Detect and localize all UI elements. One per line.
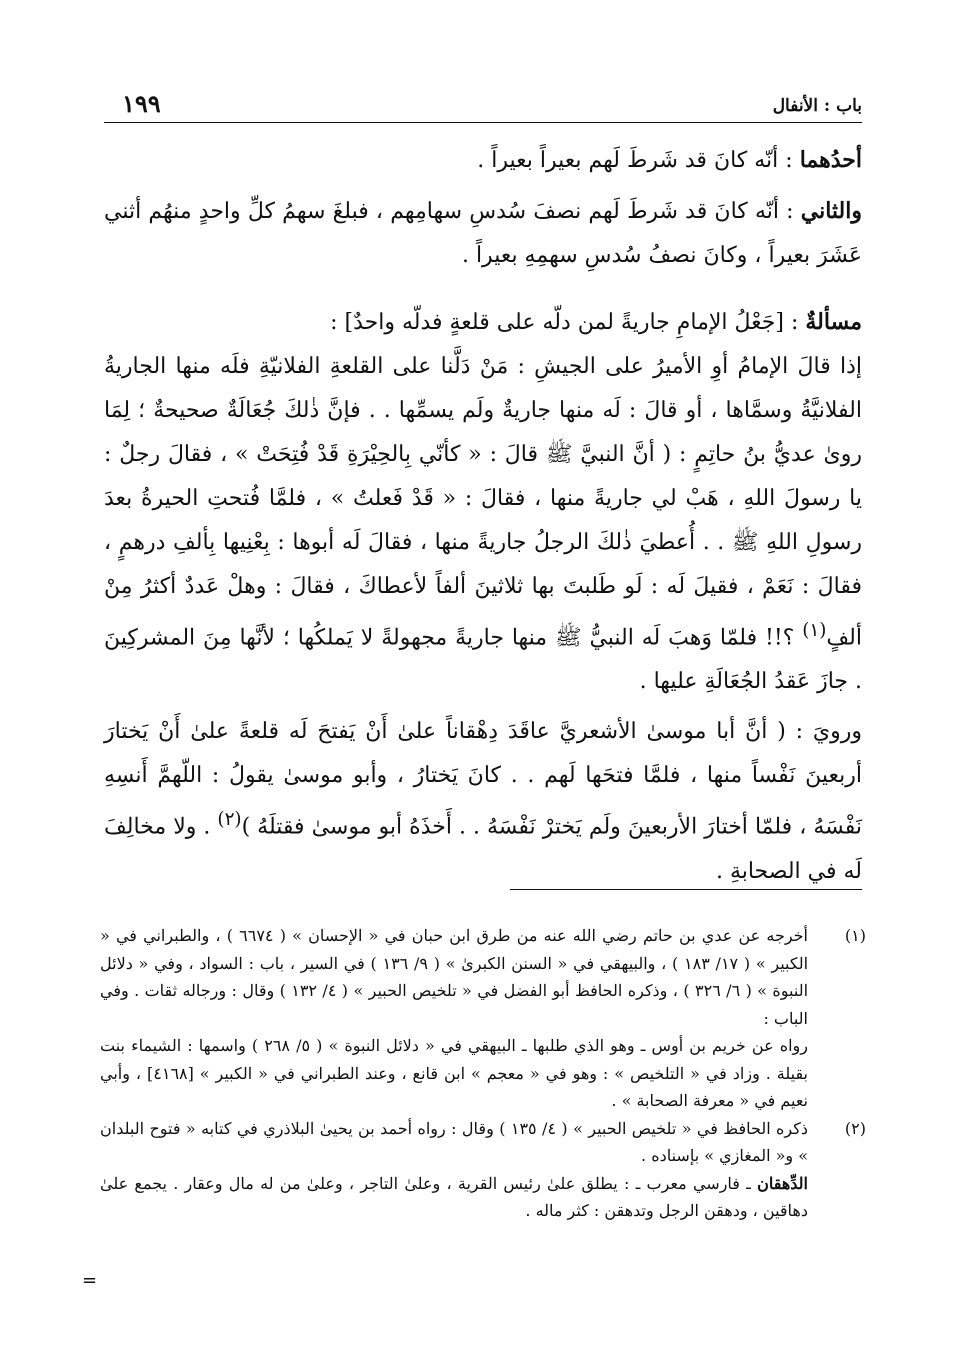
footnote-2 [100,1115,866,1225]
paragraph-first [104,138,862,183]
main-text [104,138,862,894]
footnotes [100,922,866,1225]
issue-heading [104,300,862,345]
issue-label: مسألةٌ [805,309,862,335]
glossary-definition: ـ فارسي معرب ـ : يطلق علىٰ رئيس القرية ، وعلىٰ التاجر ، وعلىٰ من له مال وعقار . يجمع علىٰ دهاقين ، ودهقن الرجل وتدهقن : كثر ماله . [100,1173,808,1220]
footnote-1 [100,922,866,1115]
first-text: : أنّه كانَ قد شَرطَ لَهم بعيراً بعيراً . [477,148,800,173]
ruling-text-cont: ؟!! فلمّا وَهبَ لَه النبيُّ ﷺ منها جاريةً مجهولةً لا يَملكُها ؛ لأنَّها مِنَ المشركِينَ . جازَ عَقدُ الجُعَالَةِ عليها . [104,625,862,695]
paragraph-narration [104,710,862,893]
first-label: أحدُهما [799,147,862,173]
footnote-ref-1[interactable]: (١) [802,620,827,641]
footnote-subtext: رواه عن خريم بن أوس ـ وهو الذي طلبها ـ البيهقي في « دلائل النبوة » ( ٥/ ٢٦٨ ) واسمها : الشيماء بنت بقيلة . وزاد في « التلخيص » : وهو في « معجم » ابن قانع ، وعند الطبراني في « الكبير » [٤١٦٨] ، وأبي نعيم في « معرفة الصحابة » . [100,1036,808,1110]
page-number: ١٩٩ [122,89,161,118]
footnote-text: ذكره الحافظ في « تلخيص الحبير » ( ٤/ ١٣٥ ) وقال : رواه أحمد بن يحيىٰ البلاذري في كتابه « فتوح البلدان » و« المغازي » بإسناده . [100,1118,808,1165]
second-label: والثاني [800,198,862,224]
footnote-text: أخرجه عن عدي بن حاتم رضي الله عنه من طرق ابن حبان في « الإحسان » ( ٦٦٧٤ ) ، والطبراني في « الكبير » ( ١٧/ ١٨٣ ) ، والبيهقي في « السنن الكبرىٰ » ( ٩/ ١٣٦ ) في السير ، باب : السواد ، وفي « دلائل النبوة » ( ٦/ ٣٢٦ ) ، وذكره الحافظ أبو الفضل في « تلخيص الحبير » ( ٤/ ١٣٢ ) وقال : ورجاله ثقات . وفي الباب : [100,926,809,1028]
footnote-ref-2[interactable]: (٢) [217,809,242,831]
margin-mark: = [82,1270,98,1291]
ruling-text: إذا قالَ الإمامُ أوِ الأميرُ على الجيشِ : مَنْ دَلَّنا على القلعةِ الفلانيّةِ فلَه منها الجاريةُ الفلانيَّةُ وسمَّاها ، أو قالَ : لَه منها جاريةٌ ولَم يسمِّها . . فإنَّ ذٰلكَ جُعَالَةٌ صحيحةٌ ؛ لِمَا روىٰ عديُّ بنُ حاتِمٍ : ( أنَّ النبيَّ ﷺ قالَ : « كأنّي بِالحِيْرَةِ قَدْ فُتِحَتْ » ، فقالَ رجلٌ : يا رسولَ اللهِ ، هَبْ لي جاريةً منها ، فقالَ : « قَدْ فَعلتُ » ، فلمَّا فُتحتِ الحيرةُ بعدَ رسولِ اللهِ ﷺ . . أُعطيَ ذٰلكَ الرجلُ جاريةً منها ، فقالَ لَه أبوها : بِعْنِيها بِألفِ درهمٍ ، فقالَ : نَعَمْ ، فقيلَ لَه : لَو طَلبتَ بها ثلاثينَ ألفاً لأعطاكَ ، فقالَ : وهلْ عَددٌ أكثرُ مِنْ ألفٍ [104,354,862,651]
footnote-subtext [100,1170,808,1225]
narration-text-cont: . ولا مخالِفَ لَه في الصحابةِ . [104,814,862,884]
issue-title: : [جَعْلُ الإمامِ جاريةً لمن دلّه على قلعةٍ فدلّه واحدٌ] : [330,310,806,335]
second-text: : أنّه كانَ قد شَرطَ لَهم نصفَ سُدسِ سهامِهم ، فبلغَ سهمُ كلِّ واحدٍ منهُم أثني عَشَرَ بعيراً ، وكانَ نصفُ سُدسِ سهمِهِ بعيراً . [104,199,862,268]
footnote-number: (٢) [844,1118,866,1138]
footnote-separator [510,889,862,890]
glossary-term: الدِّهقان [757,1173,808,1193]
narration-text: ورويَ : ( أنَّ أبا موسىٰ الأشعريَّ عاقَدَ دِهْقاناً علىٰ أَنْ يَفتحَ لَه قلعةً علىٰ أَنْ يَختارَ أربعينَ نَفْساً منها ، فلمَّا فتحَها لَهم . . كانَ يَختارُ ، وأبو موسىٰ يقولُ : اللّهمَّ أَنسِهِ نَفْسَهُ ، فلمّا أختارَ الأربعينَ ولَم يَخترْ نَفْسَهُ . . أَخذَهُ أبو موسىٰ فقتلَهُ ) [104,719,862,840]
footnote-number: (١) [844,926,866,945]
page-header [104,82,862,123]
running-head: باب : الأنفال [772,96,862,116]
paragraph-second [104,189,862,278]
paragraph-ruling [104,345,862,704]
